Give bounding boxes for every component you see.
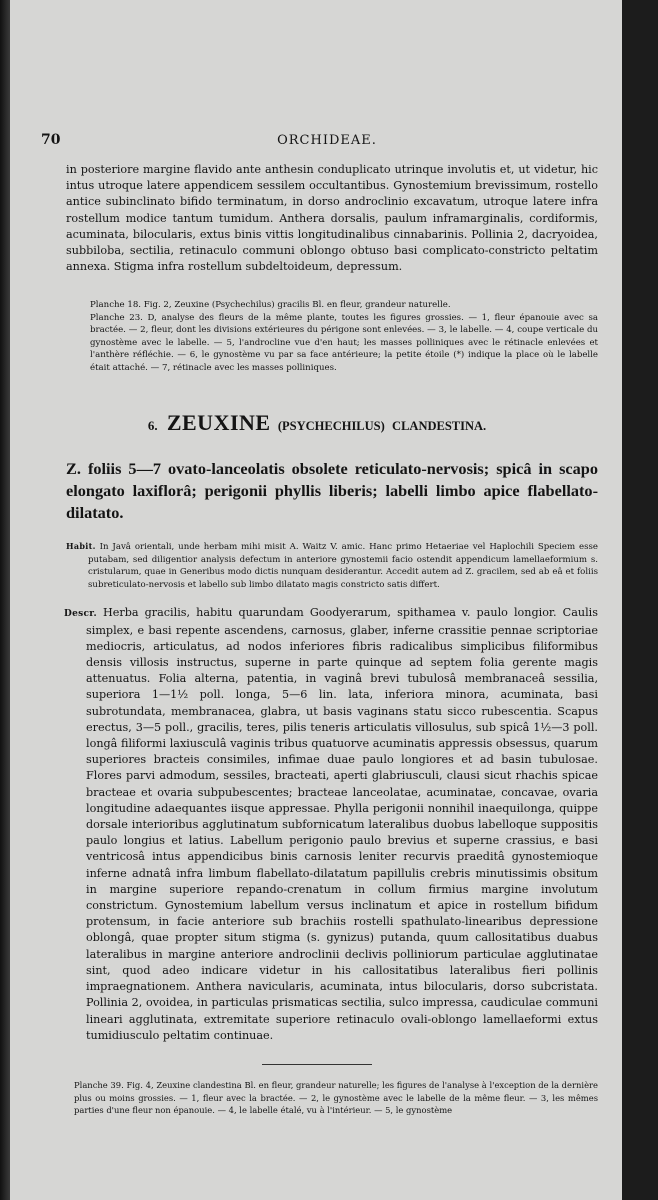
plate-reference-23: Planche 23. D, analyse des fleurs de la même plante, toutes les figures grossies. — 1, fleur épanouie avec sa bractée. — 2, fleur, dont les divisions extérieures du périgone sont enlevées. — 3, le labelle. — 4, coupe verticale du gynostème avec le labelle. — 5, l'androcline vue d'en haut; les masses polliniques avec le rétinacle enlevées et l'anthère réfléchie. — 6, le gynostème vu par sa face antérieure; la petite étoile (*) indique la place où le labelle était attaché. — 7, rétinacle avec les masses polliniques. <box>90 312 598 373</box>
running-title: ORCHIDEAE. <box>277 133 377 148</box>
species-epithet: CLANDESTINA. <box>392 419 487 434</box>
species-diagnosis: Z. foliis 5—7 ovato-lanceolatis obsolete reticulato-nervosis; spicâ in scapo elongato laxiflorâ; perigonii phyllis liberis; labelli limbo apice flabellato-dilatato. <box>66 459 598 523</box>
page-gutter-shadow <box>0 0 10 1200</box>
description-text: Herba gracilis, habitu quarundam Goodyerarum, spithamea v. paulo longior. Caulis simplex, e basi repente ascendens, carnosus, glaber, inferne crassitie pennae scriptoriae mediocris, articulatus, ad nodos inferiores fibris radicalibus simplicibus filiformibus densis villosis instructus, superne in parte quinque ad septem folia gerente magis attenuatus. Folia alterna, patentia, in vaginâ brevi tubulosâ membranaceâ sessilia, superiora 1—1½ poll. longa, 5—6 lin. lata, inferiora minora, acuminata, basi subrotundata, membranacea, glabra, ut basis vaginans statu sicco rubescentia. Scapus erectus, 3—5 poll., gracilis, teres, pilis teneris articulatis villosulus, sub spicâ 1½—3 poll. longâ filiformi laxiusculâ vaginis tribus quatuorve acuminatis appressis obsessus, quarum superiores bracteis consimiles, infimae duae paulo longiores et ad basin tubulosae. Flores parvi admodum, sessiles, bracteati, aperti glabriusculi, clausi sicut rhachis spicae bracteae et ovaria subpubescentes; bracteae lanceolatae, acuminatae, concavae, ovaria longitudine adaequantes iisque appressae. Phylla perigonii nonnihil inaequilonga, quippe dorsale interioribus agglutinatum subfornicatum lateralibus duobus labelloque suppositis paulo longius et latius. Labellum perigonio paulo brevius et superne crassius, e basi ventricosâ intus appendicibus binis carnosis leniter recurvis praeditâ gynostemioque inferne adnatâ infra limbum flabellato-dilatatum papillulis crebris minutissimis obsitum in margine superiore repando-crenatum in collum firmius margine involutum constrictum. Gynostemium labellum versus inclinatum et apice in rostellum bifidum protensum, in facie anteriore sub brachiis rostelli spathulato-linearibus depressione oblongâ, quae propter situm stigma (s. gynizus) putanda, quum callositatibus duabus lateralibus in margine anteriore androclinii declivis polliniorum particulae agglutinatae sint, quod adeo indicare videtur in his callositatibus lateralibus fieri pollinis impraegnationem. Anthera navicularis, acuminata, intus bilocularis, dorso subcristata. Pollinia 2, ovoidea, in particulas prismaticas sectilia, sulco impressa, caudiculae communi lineari agglutinata, extremitate superiore retinaculo ovali-oblongo lamellaeformi extus tumidiusculo peltatim continuae. <box>86 606 598 1042</box>
page-number: 70 <box>41 132 61 148</box>
description-label: Descr. <box>64 609 97 620</box>
description-paragraph <box>36 605 598 1043</box>
section-divider <box>262 1064 372 1065</box>
habitat-text: In Javâ orientali, unde herbam mihi misit A. Waitz V. amic. Hanc primo Hetaeriae vel Haplochili Speciem esse putabam, sed diligentior analysis defectum in anteriore gynostemii facio ostendit appendicum lamellaeformium s. cristularum, quae in Generibus modo dictis nunquam desiderantur. Accedit autem ad Z. gracilem, sed ab eâ et foliis subreticulato-nervosis et labello sub limbo dilatato magis constricto satis differt. <box>88 542 599 590</box>
habitat-paragraph <box>36 540 598 591</box>
species-genus: ZEUXINE <box>166 410 271 436</box>
species-number: 6. <box>147 418 158 434</box>
intro-paragraph: in posteriore margine flavido ante anthesin conduplicato utrinque involutis et, ut videtur, hic intus utroque latere appendicem sessilem occultantibus. Gynostemium brevissimum, rostello antice subinclinato bifido terminatum, in dorso androclinio excavatum, utroque latere infra rostellum modice tantum tumidum. Anthera dorsalis, paulum inframarginalis, cordiformis, acuminata, bilocularis, extus binis vittis longitudinalibus cinnabarinis. Pollinia 2, dacryoidea, subbiloba, sectilia, retinaculo communi oblongo obtuso basi complicato-constricto peltatim annexa. Stigma infra rostellum subdeltoideum, depressum. <box>66 163 598 274</box>
plate-references <box>36 299 598 374</box>
plate-reference-18: Planche 18. Fig. 2, Zeuxine (Psychechilus) gracilis Bl. en fleur, grandeur naturelle. <box>90 300 451 311</box>
species-subgenus: (PSYCHECHILUS) <box>277 419 385 434</box>
species-heading <box>36 410 598 436</box>
habitat-label: Habit. <box>66 541 96 552</box>
page-header <box>36 128 598 150</box>
book-page <box>10 0 622 1200</box>
plate-reference-39: Planche 39. Fig. 4, Zeuxine clandestina Bl. en fleur, grandeur naturelle; les figures de l'analyse à l'exception de la dernière plus ou moins grossies. — 1, fleur avec la bractée. — 2, le gynostème avec le labelle de la même fleur. — 3, les mêmes parties d'une fleur non épanouie. — 4, le labelle étalé, vu à l'intérieur. — 5, le gynostème <box>74 1079 598 1116</box>
